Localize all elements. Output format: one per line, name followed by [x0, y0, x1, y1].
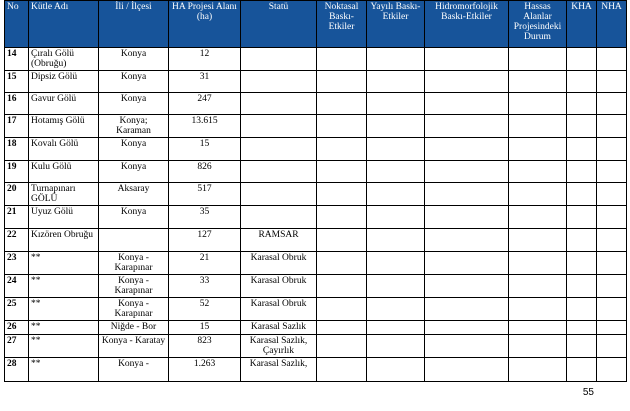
empty-cell: [317, 48, 367, 71]
empty-cell: [425, 229, 509, 252]
empty-cell: [509, 71, 567, 93]
lake-name: Dipsiz Gölü: [29, 71, 99, 93]
lake-area: 15: [169, 138, 241, 161]
lake-location: Aksaray: [99, 183, 169, 206]
lake-location: Konya: [99, 93, 169, 115]
empty-cell: [567, 48, 597, 71]
lake-status: Karasal Obruk: [241, 275, 317, 298]
empty-cell: [317, 93, 367, 115]
row-number: 16: [5, 93, 29, 115]
lake-status: [241, 138, 317, 161]
empty-cell: [317, 321, 367, 335]
lake-location: Konya: [99, 138, 169, 161]
lake-location: Konya: [99, 161, 169, 183]
empty-cell: [597, 48, 627, 71]
table-row: [5, 48, 627, 71]
table-row: [5, 252, 627, 275]
lake-status: Karasal Obruk: [241, 298, 317, 321]
empty-cell: [367, 183, 425, 206]
row-number: 17: [5, 115, 29, 138]
lakes-table: [4, 0, 627, 382]
lake-name: Kızören Obruğu: [29, 229, 99, 252]
empty-cell: [567, 252, 597, 275]
lake-name: Çıralı Gölü (Obruğu): [29, 48, 99, 71]
row-number: 24: [5, 275, 29, 298]
lake-status: [241, 183, 317, 206]
empty-cell: [425, 206, 509, 229]
table-row: [5, 183, 627, 206]
empty-cell: [567, 93, 597, 115]
empty-cell: [597, 93, 627, 115]
empty-cell: [509, 206, 567, 229]
header-nha: NHA: [597, 1, 627, 48]
lake-area: 15: [169, 321, 241, 335]
lake-location: Konya - Karatay: [99, 335, 169, 358]
lake-name: **: [29, 252, 99, 275]
empty-cell: [367, 298, 425, 321]
lake-area: 21: [169, 252, 241, 275]
empty-cell: [597, 358, 627, 382]
table-row: [5, 335, 627, 358]
row-number: 28: [5, 358, 29, 382]
lake-name: Gavur Gölü: [29, 93, 99, 115]
lake-area: 823: [169, 335, 241, 358]
lake-area: 13.615: [169, 115, 241, 138]
empty-cell: [367, 229, 425, 252]
table-row: [5, 229, 627, 252]
empty-cell: [509, 298, 567, 321]
lake-name: **: [29, 275, 99, 298]
row-number: 21: [5, 206, 29, 229]
empty-cell: [597, 252, 627, 275]
empty-cell: [425, 115, 509, 138]
lake-status: [241, 115, 317, 138]
lake-name: Kovalı Gölü: [29, 138, 99, 161]
lake-name: **: [29, 358, 99, 382]
row-number: 15: [5, 71, 29, 93]
empty-cell: [597, 206, 627, 229]
empty-cell: [567, 183, 597, 206]
empty-cell: [317, 275, 367, 298]
empty-cell: [567, 115, 597, 138]
empty-cell: [317, 161, 367, 183]
empty-cell: [317, 358, 367, 382]
row-number: 25: [5, 298, 29, 321]
empty-cell: [317, 298, 367, 321]
empty-cell: [425, 335, 509, 358]
lake-location: Konya - Karapınar: [99, 252, 169, 275]
lake-area: 52: [169, 298, 241, 321]
lake-status: Karasal Sazlık, Çayırlık: [241, 335, 317, 358]
lake-status: Karasal Sazlık: [241, 321, 317, 335]
header-sensitive-areas: Hassas Alanlar Projesindeki Durum: [509, 1, 567, 48]
empty-cell: [509, 115, 567, 138]
lake-name: **: [29, 321, 99, 335]
empty-cell: [425, 183, 509, 206]
table-row: [5, 71, 627, 93]
lake-location: Niğde - Bor: [99, 321, 169, 335]
empty-cell: [509, 93, 567, 115]
row-number: 14: [5, 48, 29, 71]
empty-cell: [425, 321, 509, 335]
lake-location: Konya - Karapınar: [99, 275, 169, 298]
table-row: [5, 161, 627, 183]
table-row: [5, 298, 627, 321]
empty-cell: [425, 275, 509, 298]
empty-cell: [317, 335, 367, 358]
empty-cell: [567, 358, 597, 382]
empty-cell: [509, 275, 567, 298]
empty-cell: [597, 335, 627, 358]
header-name: Kütle Adı: [29, 1, 99, 48]
empty-cell: [509, 335, 567, 358]
empty-cell: [425, 161, 509, 183]
lake-name: **: [29, 335, 99, 358]
lake-status: [241, 93, 317, 115]
lake-location: Konya: [99, 206, 169, 229]
empty-cell: [567, 275, 597, 298]
header-no: No: [5, 1, 29, 48]
empty-cell: [317, 229, 367, 252]
empty-cell: [317, 138, 367, 161]
empty-cell: [597, 138, 627, 161]
lake-status: [241, 206, 317, 229]
empty-cell: [567, 298, 597, 321]
lake-name: Turnapınarı GÖLÜ: [29, 183, 99, 206]
header-diffuse-pressure: Yayılı Baskı-Etkiler: [367, 1, 425, 48]
table-row: [5, 138, 627, 161]
lake-name: Uyuz Gölü: [29, 206, 99, 229]
empty-cell: [367, 115, 425, 138]
empty-cell: [509, 161, 567, 183]
lake-area: 826: [169, 161, 241, 183]
empty-cell: [597, 183, 627, 206]
row-number: 20: [5, 183, 29, 206]
lake-location: Konya; Karaman: [99, 115, 169, 138]
empty-cell: [509, 48, 567, 71]
row-number: 18: [5, 138, 29, 161]
lake-name: **: [29, 298, 99, 321]
lake-area: 1.263: [169, 358, 241, 382]
empty-cell: [425, 71, 509, 93]
empty-cell: [367, 275, 425, 298]
lake-name: Hotamış Gölü: [29, 115, 99, 138]
lake-location: Konya - Karapınar: [99, 298, 169, 321]
empty-cell: [567, 229, 597, 252]
header-kha: KHA: [567, 1, 597, 48]
empty-cell: [425, 358, 509, 382]
header-status: Statü: [241, 1, 317, 48]
empty-cell: [317, 115, 367, 138]
header-row: [5, 1, 627, 48]
empty-cell: [597, 115, 627, 138]
empty-cell: [317, 71, 367, 93]
lake-location: [99, 229, 169, 252]
empty-cell: [509, 321, 567, 335]
lake-status: [241, 71, 317, 93]
table-row: [5, 275, 627, 298]
lake-status: RAMSAR: [241, 229, 317, 252]
empty-cell: [509, 138, 567, 161]
row-number: 23: [5, 252, 29, 275]
row-number: 22: [5, 229, 29, 252]
empty-cell: [425, 298, 509, 321]
lake-name: Kulu Gölü: [29, 161, 99, 183]
table-row: [5, 321, 627, 335]
empty-cell: [425, 93, 509, 115]
row-number: 27: [5, 335, 29, 358]
empty-cell: [509, 252, 567, 275]
empty-cell: [367, 93, 425, 115]
lake-area: 12: [169, 48, 241, 71]
empty-cell: [567, 71, 597, 93]
table-row: [5, 115, 627, 138]
empty-cell: [567, 161, 597, 183]
empty-cell: [367, 48, 425, 71]
empty-cell: [567, 321, 597, 335]
empty-cell: [317, 206, 367, 229]
lake-area: 33: [169, 275, 241, 298]
empty-cell: [317, 183, 367, 206]
empty-cell: [425, 252, 509, 275]
lake-status: [241, 48, 317, 71]
empty-cell: [367, 252, 425, 275]
empty-cell: [597, 229, 627, 252]
empty-cell: [597, 298, 627, 321]
table-row: [5, 206, 627, 229]
header-location: İli / İlçesi: [99, 1, 169, 48]
empty-cell: [367, 161, 425, 183]
empty-cell: [597, 161, 627, 183]
empty-cell: [425, 48, 509, 71]
empty-cell: [509, 183, 567, 206]
empty-cell: [567, 206, 597, 229]
row-number: 26: [5, 321, 29, 335]
header-point-pressure: Noktasal Baskı-Etkiler: [317, 1, 367, 48]
empty-cell: [425, 138, 509, 161]
empty-cell: [317, 252, 367, 275]
empty-cell: [567, 138, 597, 161]
lake-location: Konya -: [99, 358, 169, 382]
table-row: [5, 358, 627, 382]
empty-cell: [367, 71, 425, 93]
empty-cell: [509, 229, 567, 252]
empty-cell: [597, 71, 627, 93]
lake-area: 31: [169, 71, 241, 93]
empty-cell: [597, 321, 627, 335]
empty-cell: [367, 321, 425, 335]
empty-cell: [597, 275, 627, 298]
lake-status: Karasal Obruk: [241, 252, 317, 275]
header-area: HA Projesi Alanı (ha): [169, 1, 241, 48]
lake-location: Konya: [99, 71, 169, 93]
header-hydromorph-pressure: Hidromorfolojik Baskı-Etkiler: [425, 1, 509, 48]
empty-cell: [367, 138, 425, 161]
lake-status: [241, 161, 317, 183]
empty-cell: [509, 358, 567, 382]
lake-area: 517: [169, 183, 241, 206]
table-row: [5, 93, 627, 115]
lake-status: Karasal Sazlık,: [241, 358, 317, 382]
lake-area: 127: [169, 229, 241, 252]
page-number: 55: [582, 387, 594, 398]
empty-cell: [367, 335, 425, 358]
empty-cell: [367, 358, 425, 382]
lake-location: Konya: [99, 48, 169, 71]
lake-area: 247: [169, 93, 241, 115]
lake-area: 35: [169, 206, 241, 229]
empty-cell: [367, 206, 425, 229]
row-number: 19: [5, 161, 29, 183]
empty-cell: [567, 335, 597, 358]
